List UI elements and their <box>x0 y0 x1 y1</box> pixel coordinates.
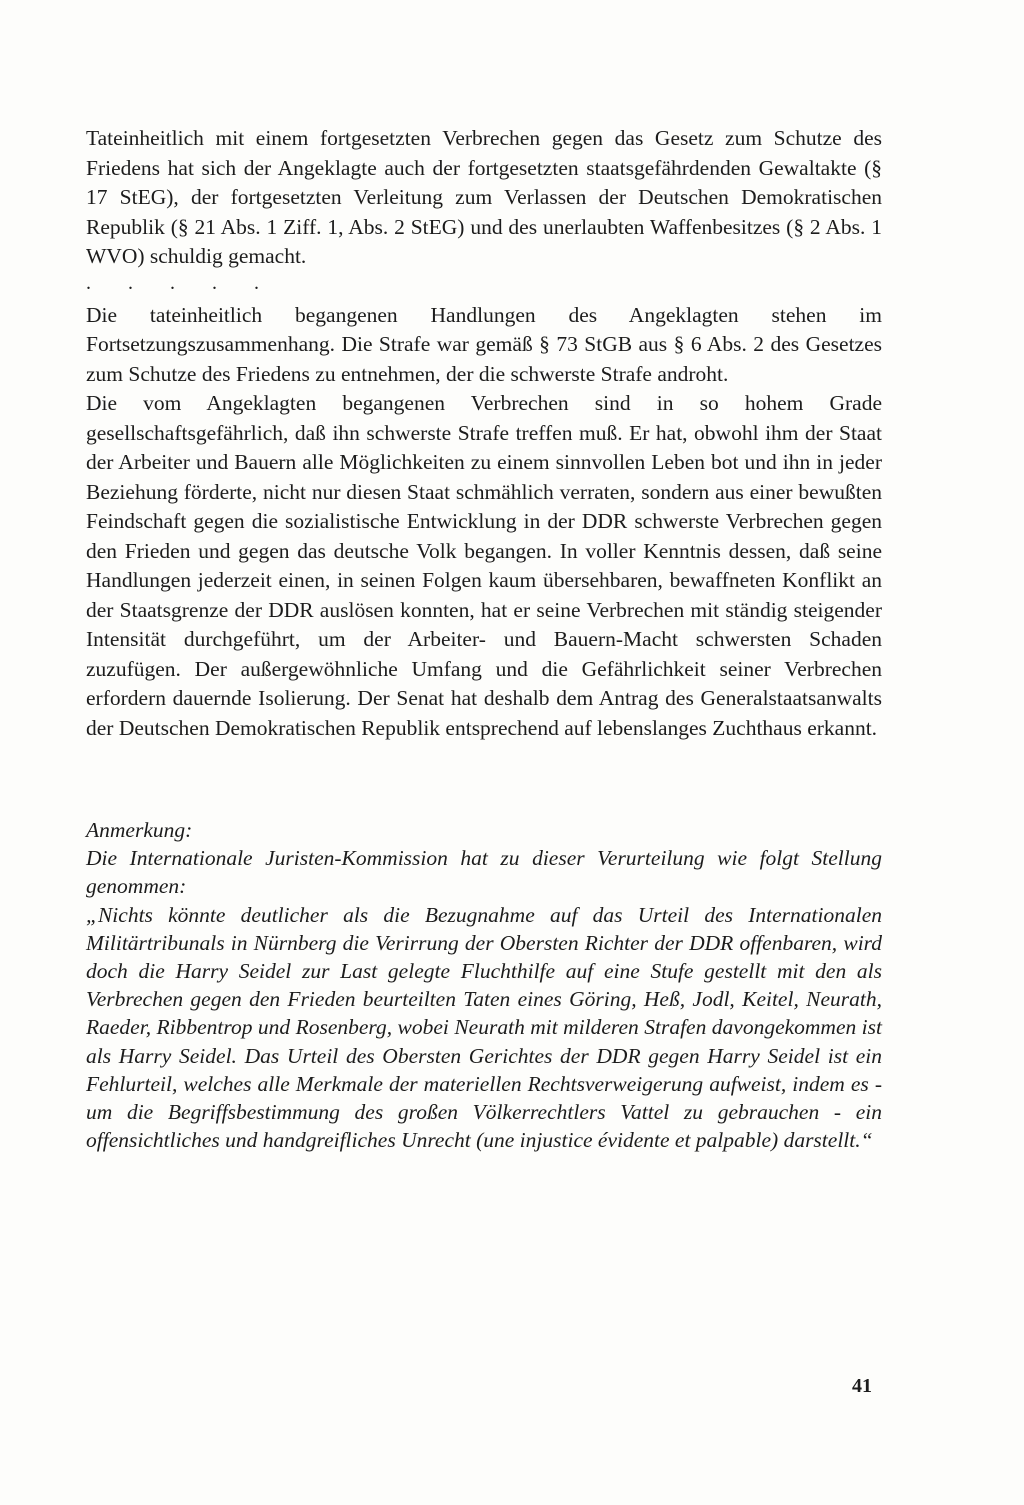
annotation-intro: Die Internationale Juristen-Kommission hat zu dieser Verurteilung wie folgt Stellung genommen: <box>86 846 882 899</box>
page-number: 41 <box>852 1375 872 1397</box>
annotation-quote: „Nichts könnte deutlicher als die Bezugnahme auf das Urteil des Internationalen Militärtribunals in Nürnberg die Verirrung der Obersten Richter der DDR offenbaren, wird doch die Harry Seidel zur Last gelegte Fluchthilfe auf eine Stufe gestellt mit den als Verbrechen gegen den Frieden beurteilten Taten eines Göring, Heß, Jodl, Keitel, Neurath, Raeder, Ribbentrop und Rosenberg, wobei Neurath mit milderen Strafen davongekommen ist als Harry Seidel. Das Urteil des Obersten Gerichtes der DDR gegen Harry Seidel ist ein Fehlurteil, welches alle Merkmale der materiellen Rechtsverweigerung aufweist, indem es - um die Begriffsbestimmung des großen Völkerrechtlers Vattel zu gebrauchen - ein offensichtliches und handgreifliches Unrecht (une injustice évidente et palpable) darstellt.“ <box>86 902 882 1153</box>
paragraph-sentencing-basis: Die tateinheitlich begangenen Handlungen des Angeklagten stehen im Fortsetzungszusammenhang. Die Strafe war gemäß § 73 StGB aus § 6 Abs. 2 des Gesetzes zum Schutze des Friedens zu entnehmen, der die schwerste Strafe androht. <box>86 302 882 386</box>
paragraph-unity-of-offences: Tateinheitlich mit einem fortgesetzten Verbrechen gegen das Gesetz zum Schutze des Friedens hat sich der Angeklagte auch der fortgesetzten staatsgefährdenden Gewaltakte (§ 17 StEG), der fortgesetzten Verleitung zum Verlassen der Deutschen Demokratischen Republik (§ 21 Abs. 1 Ziff. 1, Abs. 2 StEG) und des unerlaubten Waffenbesitzes (§ 2 Abs. 1 WVO) schuldig gemacht. <box>86 126 882 268</box>
judgment-text <box>86 124 882 743</box>
annotation-heading: Anmerkung: <box>86 818 193 842</box>
paragraph-sentencing-reasons: Die vom Angeklagten begangenen Verbrechen sind in so hohem Grade gesellschaftsgefährlich, daß ihn schwerste Strafe treffen muß. Er hat, obwohl ihm der Staat der Arbeiter und Bauern alle Möglichkeiten zu einem sinnvollen Leben bot und ihn in jeder Beziehung förderte, nicht nur diesen Staat schmählich verraten, sondern aus einer bewußten Feindschaft gegen die sozialistische Entwicklung in der DDR schwerste Verbrechen gegen den Frieden und gegen das deutsche Volk begangen. In voller Kenntnis dessen, daß seine Handlungen jederzeit einen, in seinen Folgen kaum übersehbaren, bewaffneten Konflikt an der Staatsgrenze der DDR auslösen konnten, hat er seine Verbrechen mit ständig steigender Intensität durchgeführt, um der Arbeiter- und Bauern-Macht schwersten Schaden zuzufügen. Der außergewöhnliche Umfang und die Gefährlichkeit seiner Verbrechen erfordern dauernde Isolierung. Der Senat hat deshalb dem Antrag des Generalstaatsanwalts der Deutschen Demokratischen Republik entsprechend auf lebenslanges Zuchthaus erkannt. <box>86 391 882 740</box>
omission-ellipsis: . . . . . <box>86 271 275 294</box>
annotation-block <box>86 816 882 1154</box>
